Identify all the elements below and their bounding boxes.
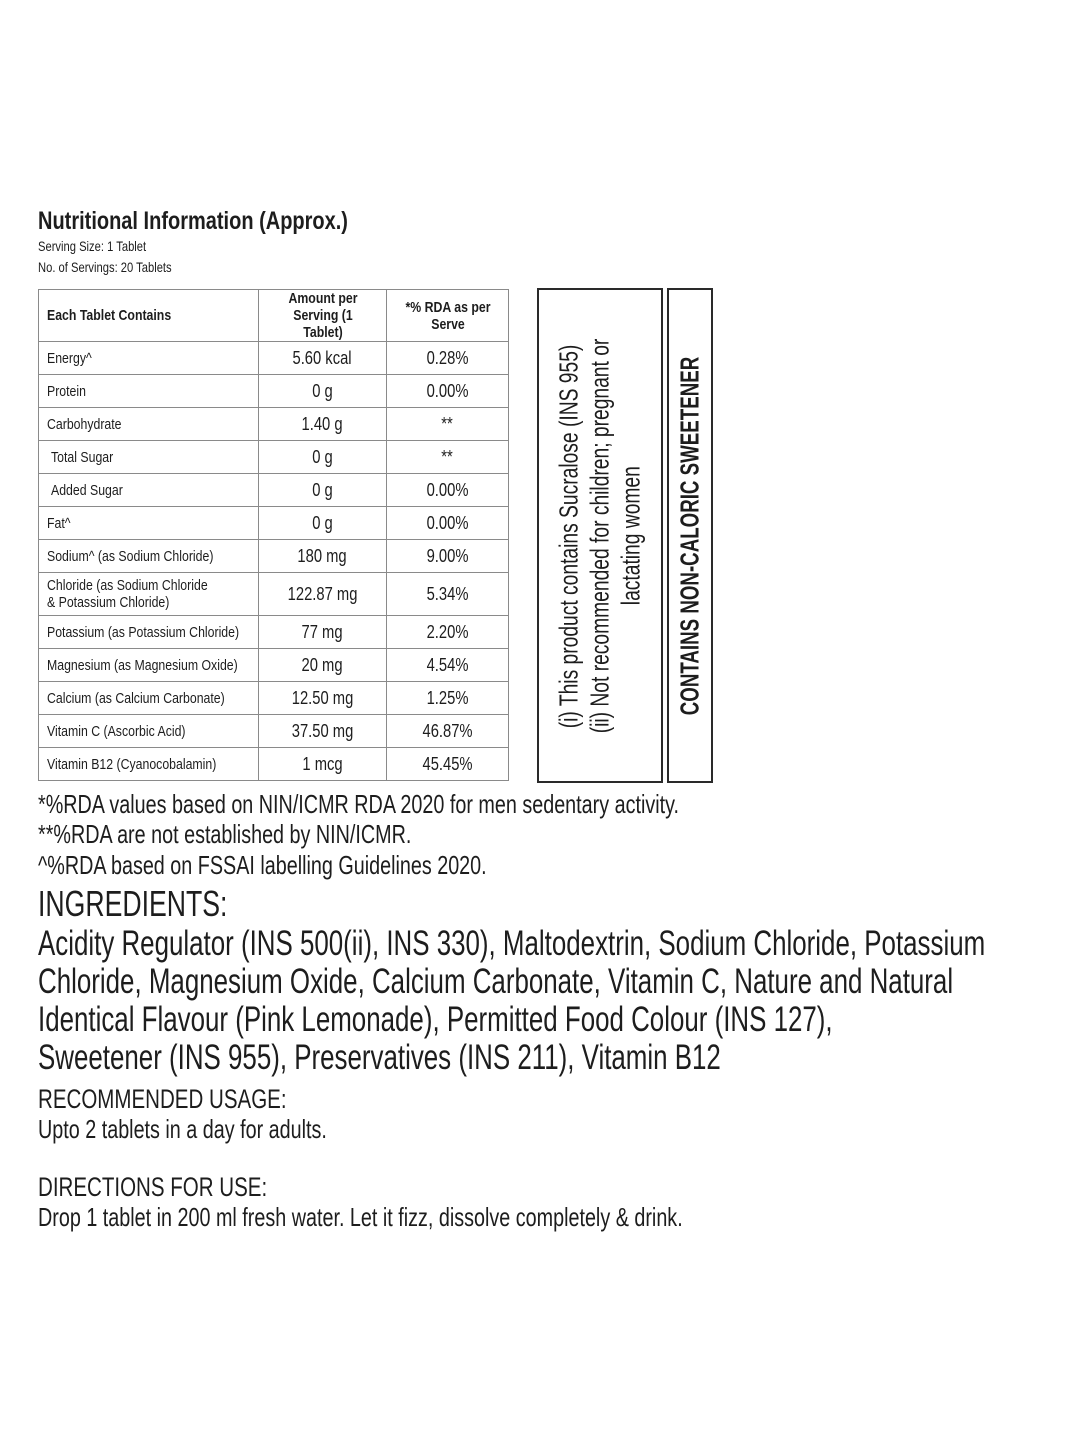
nutrient-amount: 0 g — [259, 474, 387, 507]
nutrient-rda: 4.54% — [387, 649, 509, 682]
nutrient-name: Protein — [39, 375, 259, 408]
nutrient-rda: 0.00% — [387, 507, 509, 540]
footnote: ^%RDA based on FSSAI labelling Guidelines 2020. — [38, 850, 487, 880]
nutrient-name: Potassium (as Potassium Chloride) — [39, 616, 259, 649]
table-row — [39, 507, 509, 540]
nutrient-name: Magnesium (as Magnesium Oxide) — [39, 649, 259, 682]
usage-heading: RECOMMENDED USAGE: — [38, 1084, 287, 1114]
directions-heading: DIRECTIONS FOR USE: — [38, 1172, 268, 1202]
sweetener-text: CONTAINS NON-CALORIC SWEETENER — [674, 356, 705, 715]
ingredients-line: Chloride, Magnesium Oxide, Calcium Carbonate, Vitamin C, Nature and Natural — [38, 962, 954, 1001]
nutrient-rda: 5.34% — [387, 573, 509, 616]
footnote: **%RDA are not established by NIN/ICMR. — [38, 819, 412, 849]
directions-text: Drop 1 tablet in 200 ml fresh water. Let it fizz, dissolve completely & drink. — [38, 1202, 683, 1232]
table-row — [39, 441, 509, 474]
table-row — [39, 408, 509, 441]
table-row — [39, 682, 509, 715]
nutrient-amount: 180 mg — [259, 540, 387, 573]
header-rda: *% RDA as per Serve — [387, 290, 509, 342]
nutrient-name: Energy^ — [39, 342, 259, 375]
footnote: *%RDA values based on NIN/ICMR RDA 2020 for men sedentary activity. — [38, 789, 680, 819]
table-row — [39, 540, 509, 573]
table-row — [39, 375, 509, 408]
nutrient-rda: ** — [387, 441, 509, 474]
nutrient-name: Total Sugar — [39, 441, 259, 474]
nutrient-name: Calcium (as Calcium Carbonate) — [39, 682, 259, 715]
nutrient-rda: 0.00% — [387, 375, 509, 408]
nutrient-amount: 77 mg — [259, 616, 387, 649]
nutrient-name: Fat^ — [39, 507, 259, 540]
nutrient-name: Vitamin B12 (Cyanocobalamin) — [39, 748, 259, 781]
nutrition-title: Nutritional Information (Approx.) — [38, 207, 348, 235]
table-header-row — [39, 290, 509, 342]
nutrient-rda: 45.45% — [387, 748, 509, 781]
nutrient-amount: 122.87 mg — [259, 573, 387, 616]
usage-text: Upto 2 tablets in a day for adults. — [38, 1114, 327, 1144]
nutrient-rda: 0.28% — [387, 342, 509, 375]
table-row — [39, 616, 509, 649]
nutrient-name: Chloride (as Sodium Chloride & Potassium Chloride) — [39, 573, 259, 616]
table-row — [39, 474, 509, 507]
nutrient-name: Carbohydrate — [39, 408, 259, 441]
ingredients-line: Identical Flavour (Pink Lemonade), Permitted Food Colour (INS 127), — [38, 1000, 833, 1039]
nutrient-rda: 2.20% — [387, 616, 509, 649]
ingredients-line: Sweetener (INS 955), Preservatives (INS 211), Vitamin B12 — [38, 1038, 721, 1077]
ingredients-line: Acidity Regulator (INS 500(ii), INS 330), Maltodextrin, Sodium Chloride, Potassium — [38, 924, 986, 963]
nutrient-rda: ** — [387, 408, 509, 441]
sweetener-box — [667, 288, 713, 783]
nutrient-amount: 0 g — [259, 441, 387, 474]
table-row — [39, 748, 509, 781]
serving-size: Serving Size: 1 Tablet — [38, 238, 147, 254]
nutrition-table — [38, 289, 509, 781]
table-row — [39, 342, 509, 375]
header-amount: Amount per Serving (1 Tablet) — [259, 290, 387, 342]
table-row — [39, 573, 509, 616]
servings-count: No. of Servings: 20 Tablets — [38, 259, 172, 275]
nutrient-amount: 37.50 mg — [259, 715, 387, 748]
nutrient-amount: 0 g — [259, 375, 387, 408]
table-row — [39, 649, 509, 682]
nutrient-name: Vitamin C (Ascorbic Acid) — [39, 715, 259, 748]
nutrient-rda: 46.87% — [387, 715, 509, 748]
warning-box — [537, 288, 663, 783]
nutrient-amount: 1.40 g — [259, 408, 387, 441]
header-nutrient: Each Tablet Contains — [39, 290, 259, 342]
nutrient-amount: 5.60 kcal — [259, 342, 387, 375]
nutrient-amount: 0 g — [259, 507, 387, 540]
nutrient-amount: 1 mcg — [259, 748, 387, 781]
nutrient-name: Sodium^ (as Sodium Chloride) — [39, 540, 259, 573]
nutrient-rda: 0.00% — [387, 474, 509, 507]
ingredients-heading: INGREDIENTS: — [38, 883, 228, 924]
warning-text: (i) This product contains Sucralose (INS 955) (ii) Not recommended for children; pregnant or lactating women — [553, 338, 646, 733]
table-row — [39, 715, 509, 748]
nutrient-rda: 9.00% — [387, 540, 509, 573]
nutrient-amount: 12.50 mg — [259, 682, 387, 715]
nutrient-name: Added Sugar — [39, 474, 259, 507]
nutrient-amount: 20 mg — [259, 649, 387, 682]
nutrient-rda: 1.25% — [387, 682, 509, 715]
